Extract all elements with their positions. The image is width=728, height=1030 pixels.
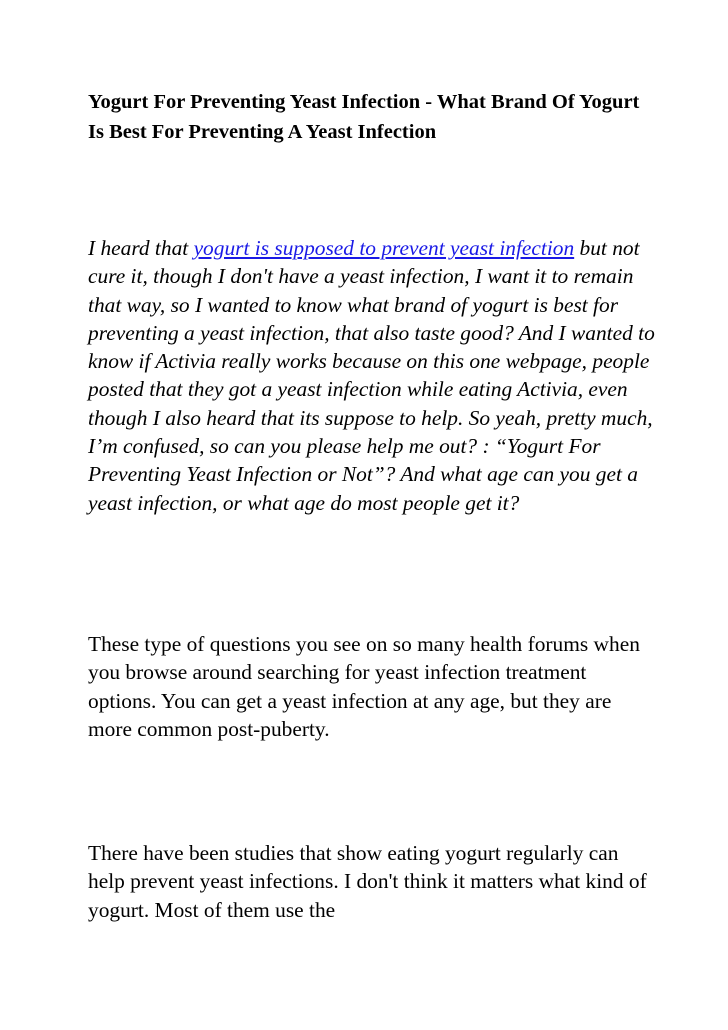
- question-text-before-link: I heard that: [88, 236, 194, 260]
- body-paragraph-3: There have been studies that show eating yogurt regularly can help prevent yeast infections. I don't think it matters what kind of yogurt. Most of them use the: [88, 841, 647, 922]
- yogurt-yeast-infection-link[interactable]: yogurt is supposed to prevent yeast infection: [193, 236, 575, 260]
- document-title: Yogurt For Preventing Yeast Infection - What Brand Of Yogurt Is Best For Preventing A Yeast Infection: [88, 91, 640, 143]
- question-paragraph: [88, 234, 658, 517]
- question-text-after-link: but not cure it, though I don't have a yeast infection, I want it to remain that way, so I wanted to know what brand of yogurt is best for preventing a yeast infection, that also taste good? And I wanted to know if Activia really works because on this one webpage, people posted that they got a yeast infection while eating Activia, even though I also heard that its suppose to help. So yeah, pretty much, I’m confused, so can you please help me out? : “Yogurt For Preventing Yeast Infection or Not”? And what age can you get a yeast infection, or what age do most people get it?: [88, 236, 655, 515]
- body-paragraph-2: These type of questions you see on so many health forums when you browse around searching for yeast infection treatment options. You can get a yeast infection at any age, but they are more common post-puberty.: [88, 632, 640, 741]
